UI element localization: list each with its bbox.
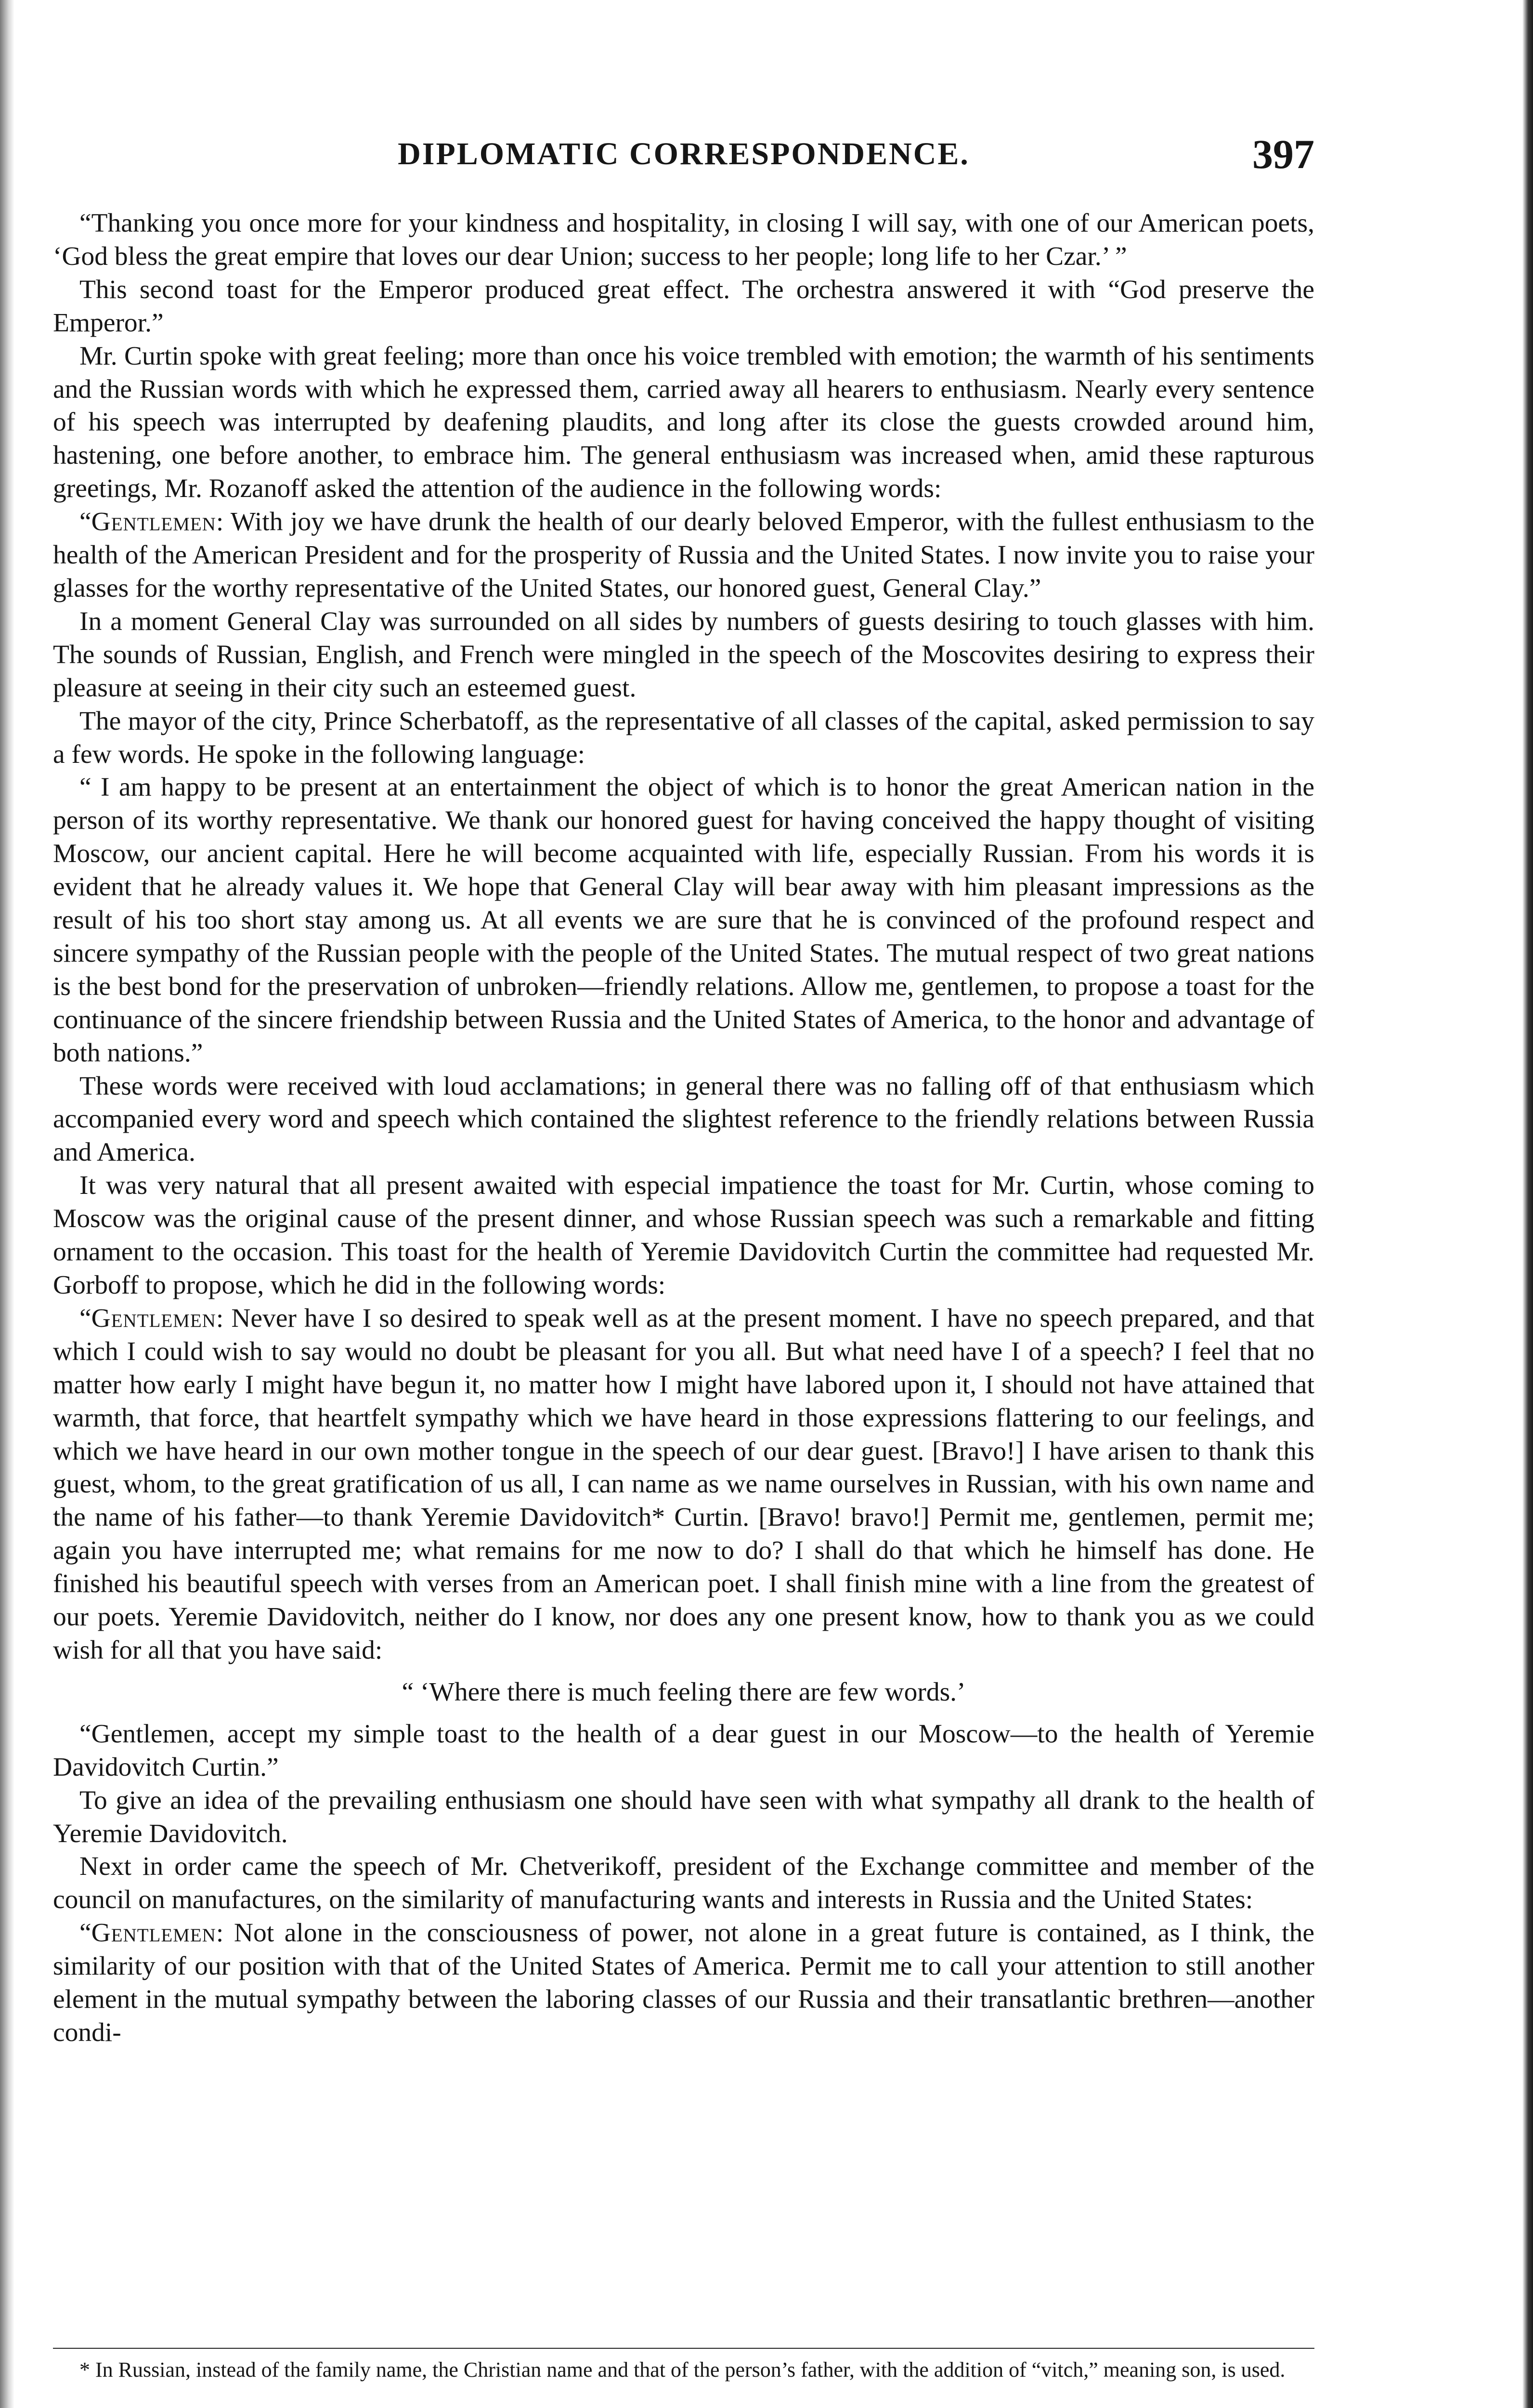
paragraph: Mr. Curtin spoke with great feeling; more than once his voice trembled with emotion; the warmth of his sentiments and the Russian words with which he expressed them, carried away all hearers to enthusiasm. Nearly every sentence of his speech was interrupted by deafening plaudits, and long after its close the guests crowded around him, hastening, one before another, to embrace him. The general enthusiasm was increased when, amid these rapturous greetings, Mr. Rozanoff asked the attention of the audience in the following words: [53,341,1314,504]
paragraph: Next in order came the speech of Mr. Chetverikoff, president of the Exchange committee and member of the council on manufactures, on the similarity of manufacturing wants and interests in Russia and the United States: [53,1852,1314,1915]
quoted-verse: “ ‘Where there is much feeling there are few words.’ [402,1677,966,1707]
open-quote: “ [79,1303,91,1333]
page-header [53,130,1314,183]
paragraph: “Gentlemen, accept my simple toast to the health of a dear guest in our Moscow—to the health of Yeremie Davidovitch Curtin.” [53,1719,1314,1782]
paragraph-mayor-speech: “ I am happy to be present at an entertainment the object of which is to honor the great American nation in the person of its worthy representative. We thank our honored guest for having conceived the happy thought of visiting Moscow, our ancient capital. Here he will become acquainted with life, especially Russian. From his words it is evident that he already values it. We hope that General Clay will bear away with him pleasant impressions as the result of his too short stay among us. At all events we are sure that he is convinced of the profound respect and sincere sympathy of the Russian people with the people of the United States. The mutual respect of two great nations is the best bond for the preservation of unbroken—friendly relations. Allow me, gentlemen, to propose a toast for the continuance of the sincere friendship between Russia and the United States of America, to the honor and advantage of both nations.” [53,772,1314,1068]
paragraph: “Thanking you once more for your kindness and hospitality, in closing I will say, with one of our American poets, ‘God bless the great empire that loves our dear Union; success to her people; long life to her Czar.’ ” [53,209,1314,271]
body-text [53,207,1314,2050]
footnote-rule [53,2348,1314,2349]
page-number: 397 [1252,131,1314,177]
speech-text: : Never have I so desired to speak well as at the present moment. I have no speech prepared, and that which I could wish to say would no doubt be pleasant for you all. But what need have I of a speech? I feel that no matter how early I might have begun it, no matter how I might have labored upon it, I should not have attained that warmth, that force, that heartfelt sympathy which we have heard in those expressions flattering to our feelings, and which we have heard in our own mother tongue in the speech of our dear guest. [Bravo!] I have arisen to thank this guest, whom, to the great gratification of us all, I can name as we name ourselves in Russian, with his own name and the name of his father—to thank Yeremie Davidovitch* Curtin. [Bravo! bravo!] Permit me, gentlemen, permit me; again you have interrupted me; what remains for me now to do? I shall do that which he himself has done. He finished his beautiful speech with verses from an American poet. I shall finish mine with a line from the greatest of our poets. Yeremie Davidovitch, neither do I know, nor does any one present know, how to thank you as we could wish for all that you have said: [53,1303,1314,1665]
paragraph: To give an idea of the prevailing enthusiasm one should have seen with what sympathy all drank to the health of Yeremie Davidovitch. [53,1785,1314,1848]
paragraph: These words were received with loud acclamations; in general there was no falling off of that enthusiasm which accompanied every word and speech which contained the slightest reference to the friendly relations between Russia and America. [53,1071,1314,1167]
paragraph-gorboff-speech [53,1302,1314,1667]
paragraph: This second toast for the Emperor produced great effect. The orchestra answered it with “God preserve the Emperor.” [53,275,1314,338]
open-quote: “ [79,507,91,537]
speech-text: : With joy we have drunk the health of our dearly beloved Emperor, with the fullest enthusiasm to the health of the American President and for the prosperity of Russia and the United States. I now invite you to raise your glasses for the worthy representative of the United States, our honored guest, General Clay.” [53,507,1314,603]
paragraph-rozanoff-speech [53,506,1314,605]
open-quote: “ [79,1918,91,1948]
salutation: Gentlemen [91,1918,216,1948]
paragraph-chetverikoff-speech [53,1917,1314,2050]
salutation: Gentlemen [91,1303,216,1333]
page-edge-shadow [1522,0,1533,2408]
salutation: Gentlemen [91,507,216,537]
paragraph: The mayor of the city, Prince Scherbatoff, as the representative of all classes of the capital, asked permission to say a few words. He spoke in the following language: [53,706,1314,769]
page-gutter-shadow [0,0,14,2408]
footnote: * In Russian, instead of the family name, the Christian name and that of the person’s father, with the addition of “vitch,” meaning son, is used. [79,2358,1286,2382]
running-title: DIPLOMATIC CORRESPONDENCE. [398,136,970,171]
speech-text: : Not alone in the consciousness of power, not alone in a great future is contained, as I think, the similarity of our position with that of the United States of America. Permit me to call your attention to still another element in the mutual sympathy between the laboring classes of our Russia and their transatlantic brethren—another condi- [53,1918,1314,2047]
paragraph: In a moment General Clay was surrounded on all sides by numbers of guests desiring to touch glasses with him. The sounds of Russian, English, and French were mingled in the speech of the Moscovites desiring to express their pleasure at seeing in their city such an esteemed guest. [53,606,1314,703]
paragraph: It was very natural that all present awaited with especial impatience the toast for Mr. Curtin, whose coming to Moscow was the original cause of the present dinner, and whose Russian speech was such a remarkable and fitting ornament to the occasion. This toast for the health of Yeremie Davidovitch Curtin the committee had requested Mr. Gorboff to propose, which he did in the following words: [53,1171,1314,1300]
